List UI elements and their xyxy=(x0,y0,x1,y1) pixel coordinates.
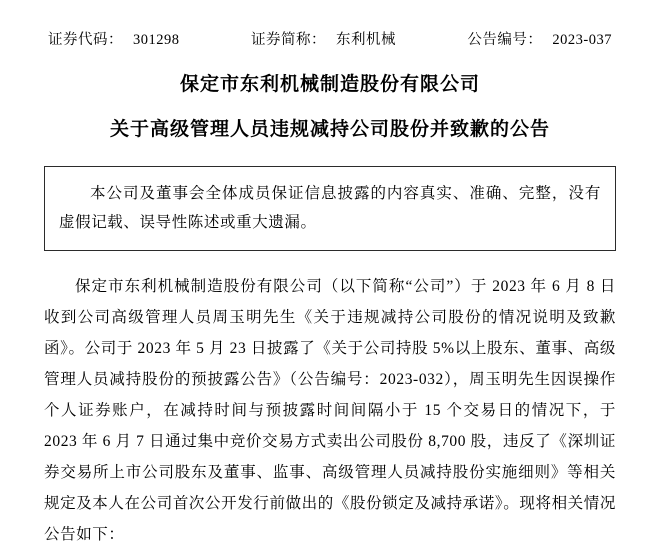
disclaimer-text: 本公司及董事会全体成员保证信息披露的内容真实、准确、完整，没有虚假记载、误导性陈述或重大遗漏。 xyxy=(59,185,601,231)
security-name-value: 东利机械 xyxy=(335,32,396,48)
body-paragraph-1: 保定市东利机械制造股份有限公司（以下简称“公司”）于 2023 年 6 月 8 日收到公司高级管理人员周玉明先生《关于违规减持公司股份的情况说明及致歉函》。公司于 2023 年 5 月 23 日披露了《关于公司持股 5%以上股东、董事、高级管理人员减持股份的预披露公告》（公告编号：2023-032），周玉明先生因误操作个人证券账户，在减持时间与预披露时间间隔小于 15 个交易日的情况下，于 2023 年 6 月 7 日通过集中竞价交易方式卖出公司股份 8,700 股，违反了《深圳证券交易所上市公司股东及董事、监事、高级管理人员减持股份实施细则》等相关规定及本人在公司首次公开发行前做出的《股份锁定及减持承诺》。现将相关情况公告如下： xyxy=(44,278,616,544)
document-body xyxy=(44,271,616,550)
page-title: 保定市东利机械制造股份有限公司 xyxy=(179,74,480,95)
security-code-value: 301298 xyxy=(133,32,180,48)
announcement-number-field xyxy=(467,28,612,49)
security-code-label: 证券代码： xyxy=(48,32,123,48)
page-subtitle: 关于高级管理人员违规减持公司股份并致歉的公告 xyxy=(109,118,550,140)
security-code-field xyxy=(48,28,180,49)
announcement-number-label: 公告编号： xyxy=(467,32,543,48)
security-name-label: 证券简称： xyxy=(250,32,326,48)
security-name-field xyxy=(251,28,396,49)
document-header xyxy=(44,28,616,49)
disclaimer-box xyxy=(44,166,616,251)
announcement-number-value: 2023-037 xyxy=(552,32,612,48)
